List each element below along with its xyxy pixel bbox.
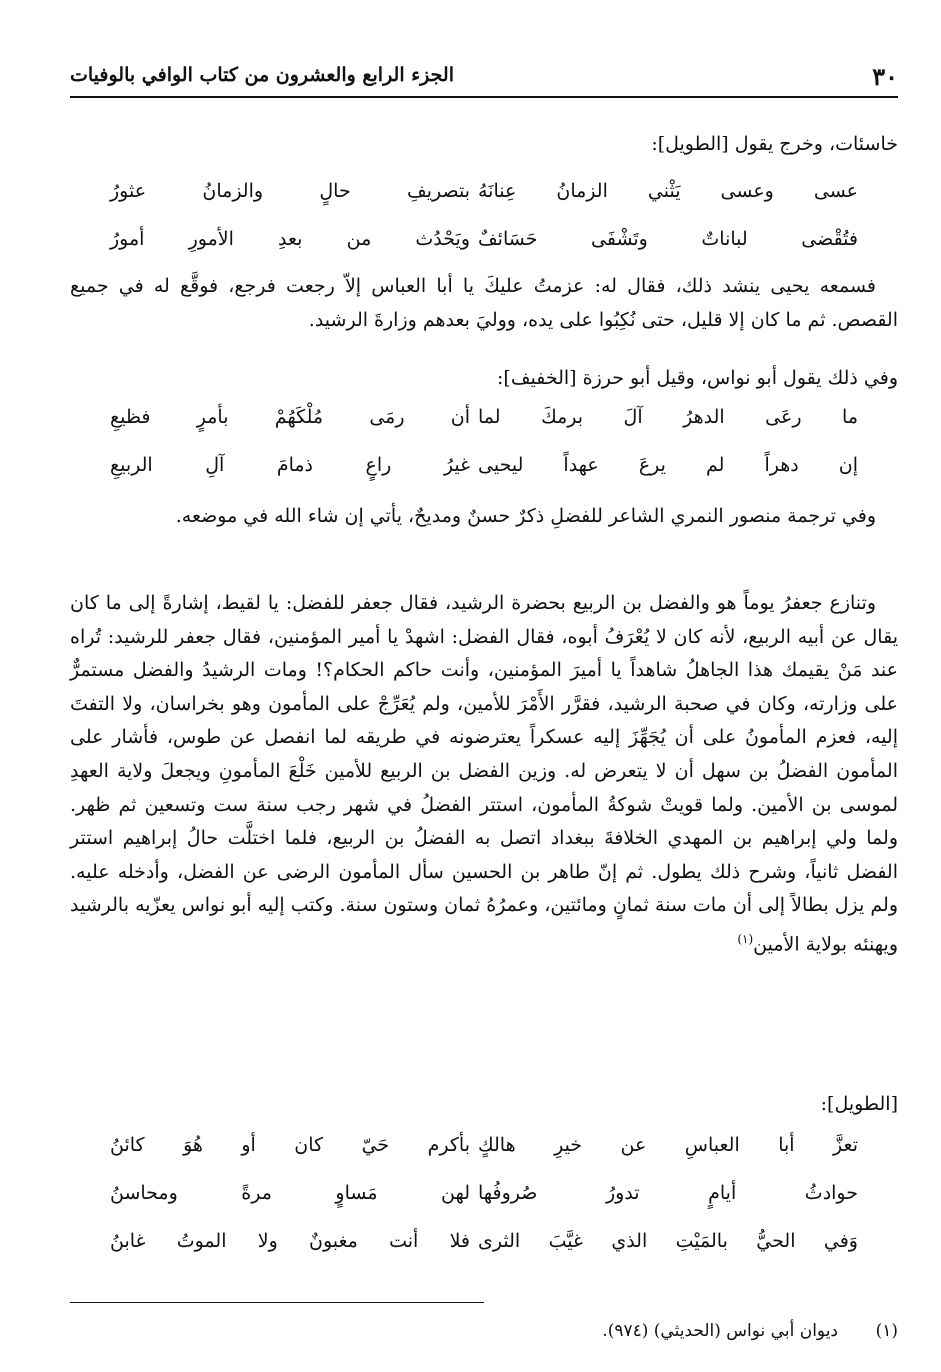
paragraph-text: وفي ترجمة منصور النمري الشاعر للفضلِ ذكرٌ حسنٌ ومديحٌ، يأتي إن شاء الله في موضعه. [175,505,876,527]
page-header [70,58,898,98]
paragraph: وفي ذلك يقول أبو نواس، وقيل أبو حرزة [الخفيف]: [497,367,898,389]
footnote-number: (١) [875,1321,898,1341]
poem3-verse3-first-hemistich: وَفي الحيُّ بالمَيْتِ الذي غيَّبَ الثرى [478,1230,858,1252]
poem3-verse [70,1224,898,1258]
footnote-text: ديوان أبي نواس (الحديثي) (٩٧٤). [602,1321,838,1341]
poem2-verse [70,448,898,482]
running-title: الجزء الرابع والعشرون من كتاب الوافي بالوفيات [70,64,454,86]
poem3-verse [70,1128,898,1162]
meter-label: [الطويل]: [820,1093,898,1115]
footnote-marker: (١) [737,931,754,946]
poem3-verse2-second-hemistich: لهن مَساوٍ مرةً ومحاسنُ [110,1182,470,1204]
poem2-verse1-first-hemistich: ما رعَى الدهرُ آلَ برمكَ لما [478,406,858,428]
poem3-verse [70,1176,898,1210]
poem1-verse [70,174,898,208]
footnote-divider [70,1302,484,1303]
poem3-verse2-first-hemistich: حوادثُ أيامٍ تدورُ صُروفُها [478,1182,858,1204]
poem1-verse [70,222,898,256]
poem3-verse3-second-hemistich: فلا أنت مغبونٌ ولا الموتُ غابنُ [110,1230,470,1252]
footnote [70,1316,898,1346]
poem1-verse1-first-hemistich: عسى وعسى يَثْني الزمانُ عِنانَهُ [478,180,858,202]
paragraph [70,500,898,534]
poem2-verse2-first-hemistich: إن دهراً لم يرعَ عهداً ليحيى [478,454,858,476]
poem1-verse1-second-hemistich: بتصريفِ حالٍ والزمانُ عثورُ [110,180,470,202]
poem2-verse1-second-hemistich: أن رمَى مُلْكَهُمْ بأمرٍ فظيعِ [110,406,470,428]
poem1-verse2-first-hemistich: فتُقْضى لباناتٌ وتَشْفَى حَسَائفٌ [478,228,858,250]
poem2-verse [70,400,898,434]
paragraph-text: وتنازع جعفرُ يوماً هو والفضل بن الربيع بحضرة الرشيد، فقال جعفر للفضل: يا لقيط، إشارةً إلى ما كان يقال عن أبيه الربيع، لأنه كان لا يُعْرَفُ أبوه، فقال الفضل: اشهدْ يا أمير المؤمنين، فقال جعفر للرشيد: تُراه عند مَنْ يقيمك هذا الجاهلُ شاهداً يا أميرَ المؤمنين، وأنت حاكم الحكام؟! ومات الرشيدُ والفضل مستمرٌّ على وزارته، وكان في صحبة الرشيد، فقرَّر الأَمْرَ للأمين، ولم يُعَرِّجْ على المأمون وهو بخراسان، ولا التفتَ إليه، فعزم المأمونُ على أن يُجَهِّزَ إليه عسكراً يعترضونه في طريقه لما انفصل عن طوس، فأشار على المأمون الفضلُ بن سهل أن لا يتعرض له. وزين الفضل بن الربيع للأمين خَلْعَ المأمونِ ويجعلَ ولاية العهدِ لموسى بن الأمين. ولما قويتْ شوكةُ المأمون، استتر الفضلُ في شهر رجب سنة ست وتسعين ثم ظهر. ولما ولي إبراهيم بن المهدي الخلافةَ ببغداد اتصل به الفضلُ بن الربيع، فلما اختلَّت حالُ إبراهيم استتر الفضل ثانياً، وشرح ذلك يطول. ثم إنّ طاهر بن الحسين سأل المأمون الرضى عن الفضل، وأدخله عليه. ولم يزل بطالاً إلى أن مات سنة ثمانٍ ومائتين، وعمرُهُ ثمان وستون سنة. وكتب إليه أبو نواس يعزّيه بالرشيد ويهنئه بولاية الأمين [70,592,898,956]
paragraph [70,587,898,962]
intro-line: خاسئات، وخرج يقول [الطويل]: [651,133,898,155]
paragraph [70,270,898,337]
poem2-verse2-second-hemistich: غيرُ راعٍ ذمامَ آلِ الربيعِ [110,454,470,476]
page-number: ٣٠ [872,62,898,91]
paragraph-text: فسمعه يحيى ينشد ذلك، فقال له: عزمتُ عليكَ يا أبا العباس إلاّ رجعت فرجع، فوقَّع له في جميع القصص. ثم ما كان إلا قليل، حتى نُكِبُوا على يده، ووليَ بعدهم وزارةَ الرشيد. [70,275,898,331]
poem3-verse1-first-hemistich: تعزَّ أبا العباسِ عن خيرِ هالكٍ [478,1134,858,1156]
poem3-verse1-second-hemistich: بأكرم حَيّ كان أو هُوَ كائنُ [110,1134,470,1156]
poem1-verse2-second-hemistich: ويَحْدُث من بعدِ الأمورِ أمورُ [110,228,470,250]
